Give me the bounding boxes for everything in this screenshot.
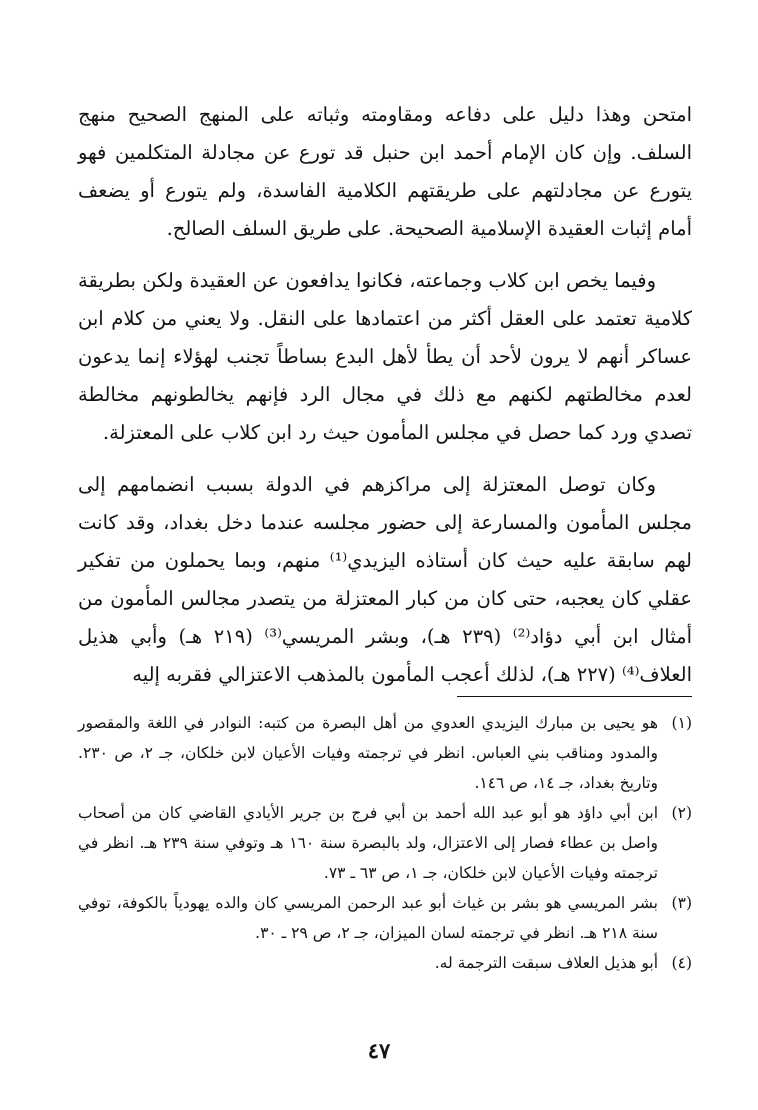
footnote-1: [78, 708, 692, 798]
footnote-2: [78, 798, 692, 888]
footnote-text: ابن أبي داؤد هو أبو عبد الله أحمد بن أبي فرج بن جرير الأيادي القاضي كان من أصحاب واصل بن عطاء فصار إلى الاعتزال، ولد بالبصرة سنة ١٦٠ هـ وتوفي سنة ٢٣٩ هـ. انظر في ترجمته وفيات الأعيان لابن خلكان، جـ ١، ص ٦٣ ـ ٧٣.: [78, 804, 658, 882]
footnote-4: [78, 948, 692, 978]
paragraph-2: وفيما يخص ابن كلاب وجماعته، فكانوا يدافعون عن العقيدة ولكن بطريقة كلامية تعتمد على العقل أكثر من اعتمادها على النقل. ولا يعني من كلام ابن عساكر أنهم لا يرون لأحد أن يطأ لأهل البدع بساطاً تجنب لهؤلاء إنما يدعون لعدم مخالطتهم لكنهم مع ذلك في مجال الرد فإنهم يخالطونهم مخالطة تصدي ورد كما حصل في مجلس المأمون حيث رد ابن كلاب على المعتزلة.: [78, 269, 692, 444]
footnote-divider: [457, 696, 692, 697]
footnote-text: هو يحيى بن مبارك اليزيدي العدوي من أهل البصرة من كتبه: النوادر في اللغة والمقصور والمدود ومناقب بني العباس. انظر في ترجمته وفيات الأعيان لابن خلكان، جـ ٢، ص ٢٣٠. وتاريخ بغداد، جـ ١٤، ص ١٤٦.: [78, 714, 658, 792]
page-number: ٤٧: [367, 1038, 391, 1063]
footnote-text: بشر المريسي هو بشر بن غياث أبو عبد الرحمن المريسي كان والده يهودياً بالكوفة، توفي سنة ٢١٨ هـ. انظر في ترجمته لسان الميزان، جـ ٢، ص ٢٩ ـ ٣٠.: [78, 894, 658, 942]
footnote-number: (٣): [671, 894, 692, 912]
footnote-number: (٢): [671, 804, 692, 822]
footnote-text: أبو هذيل العلاف سبقت الترجمة له.: [434, 954, 658, 972]
paragraph-3: وكان توصل المعتزلة إلى مراكزهم في الدولة بسبب انضمامهم إلى مجلس المأمون والمسارعة إلى حضور مجلسه عندما دخل بغداد، وقد كانت لهم سابقة عليه حيث كان أستاذه اليزيدي⁽¹⁾ منهم، وبما يحملون من تفكير عقلي كان يعجبه، حتى كان من كبار المعتزلة من يتصدر مجالس المأمون من أمثال ابن أبي دؤاد⁽²⁾ (٢٣٩ هـ)، وبشر المريسي⁽³⁾ (٢١٩ هـ) وأبي هذيل العلاف⁽⁴⁾ (٢٢٧ هـ)، لذلك أعجب المأمون بالمذهب الاعتزالي فقربه إليه: [78, 473, 693, 686]
footnote-number: (١): [671, 714, 692, 732]
paragraph-1: امتحن وهذا دليل على دفاعه ومقاومته وثباته على المنهج الصحيح منهج السلف. وإن كان الإمام أحمد ابن حنبل قد تورع عن مجادلة المتكلمين فهو يتورع عن مجادلتهم على طريقتهم الكلامية الفاسدة، ولم يتورع أو يضعف أمام إثبات العقيدة الإسلامية الصحيحة. على طريق السلف الصالح.: [78, 103, 692, 240]
footnote-number: (٤): [671, 954, 692, 972]
footnote-3: [78, 888, 692, 948]
footnotes: [78, 708, 692, 978]
main-text: [78, 96, 692, 694]
